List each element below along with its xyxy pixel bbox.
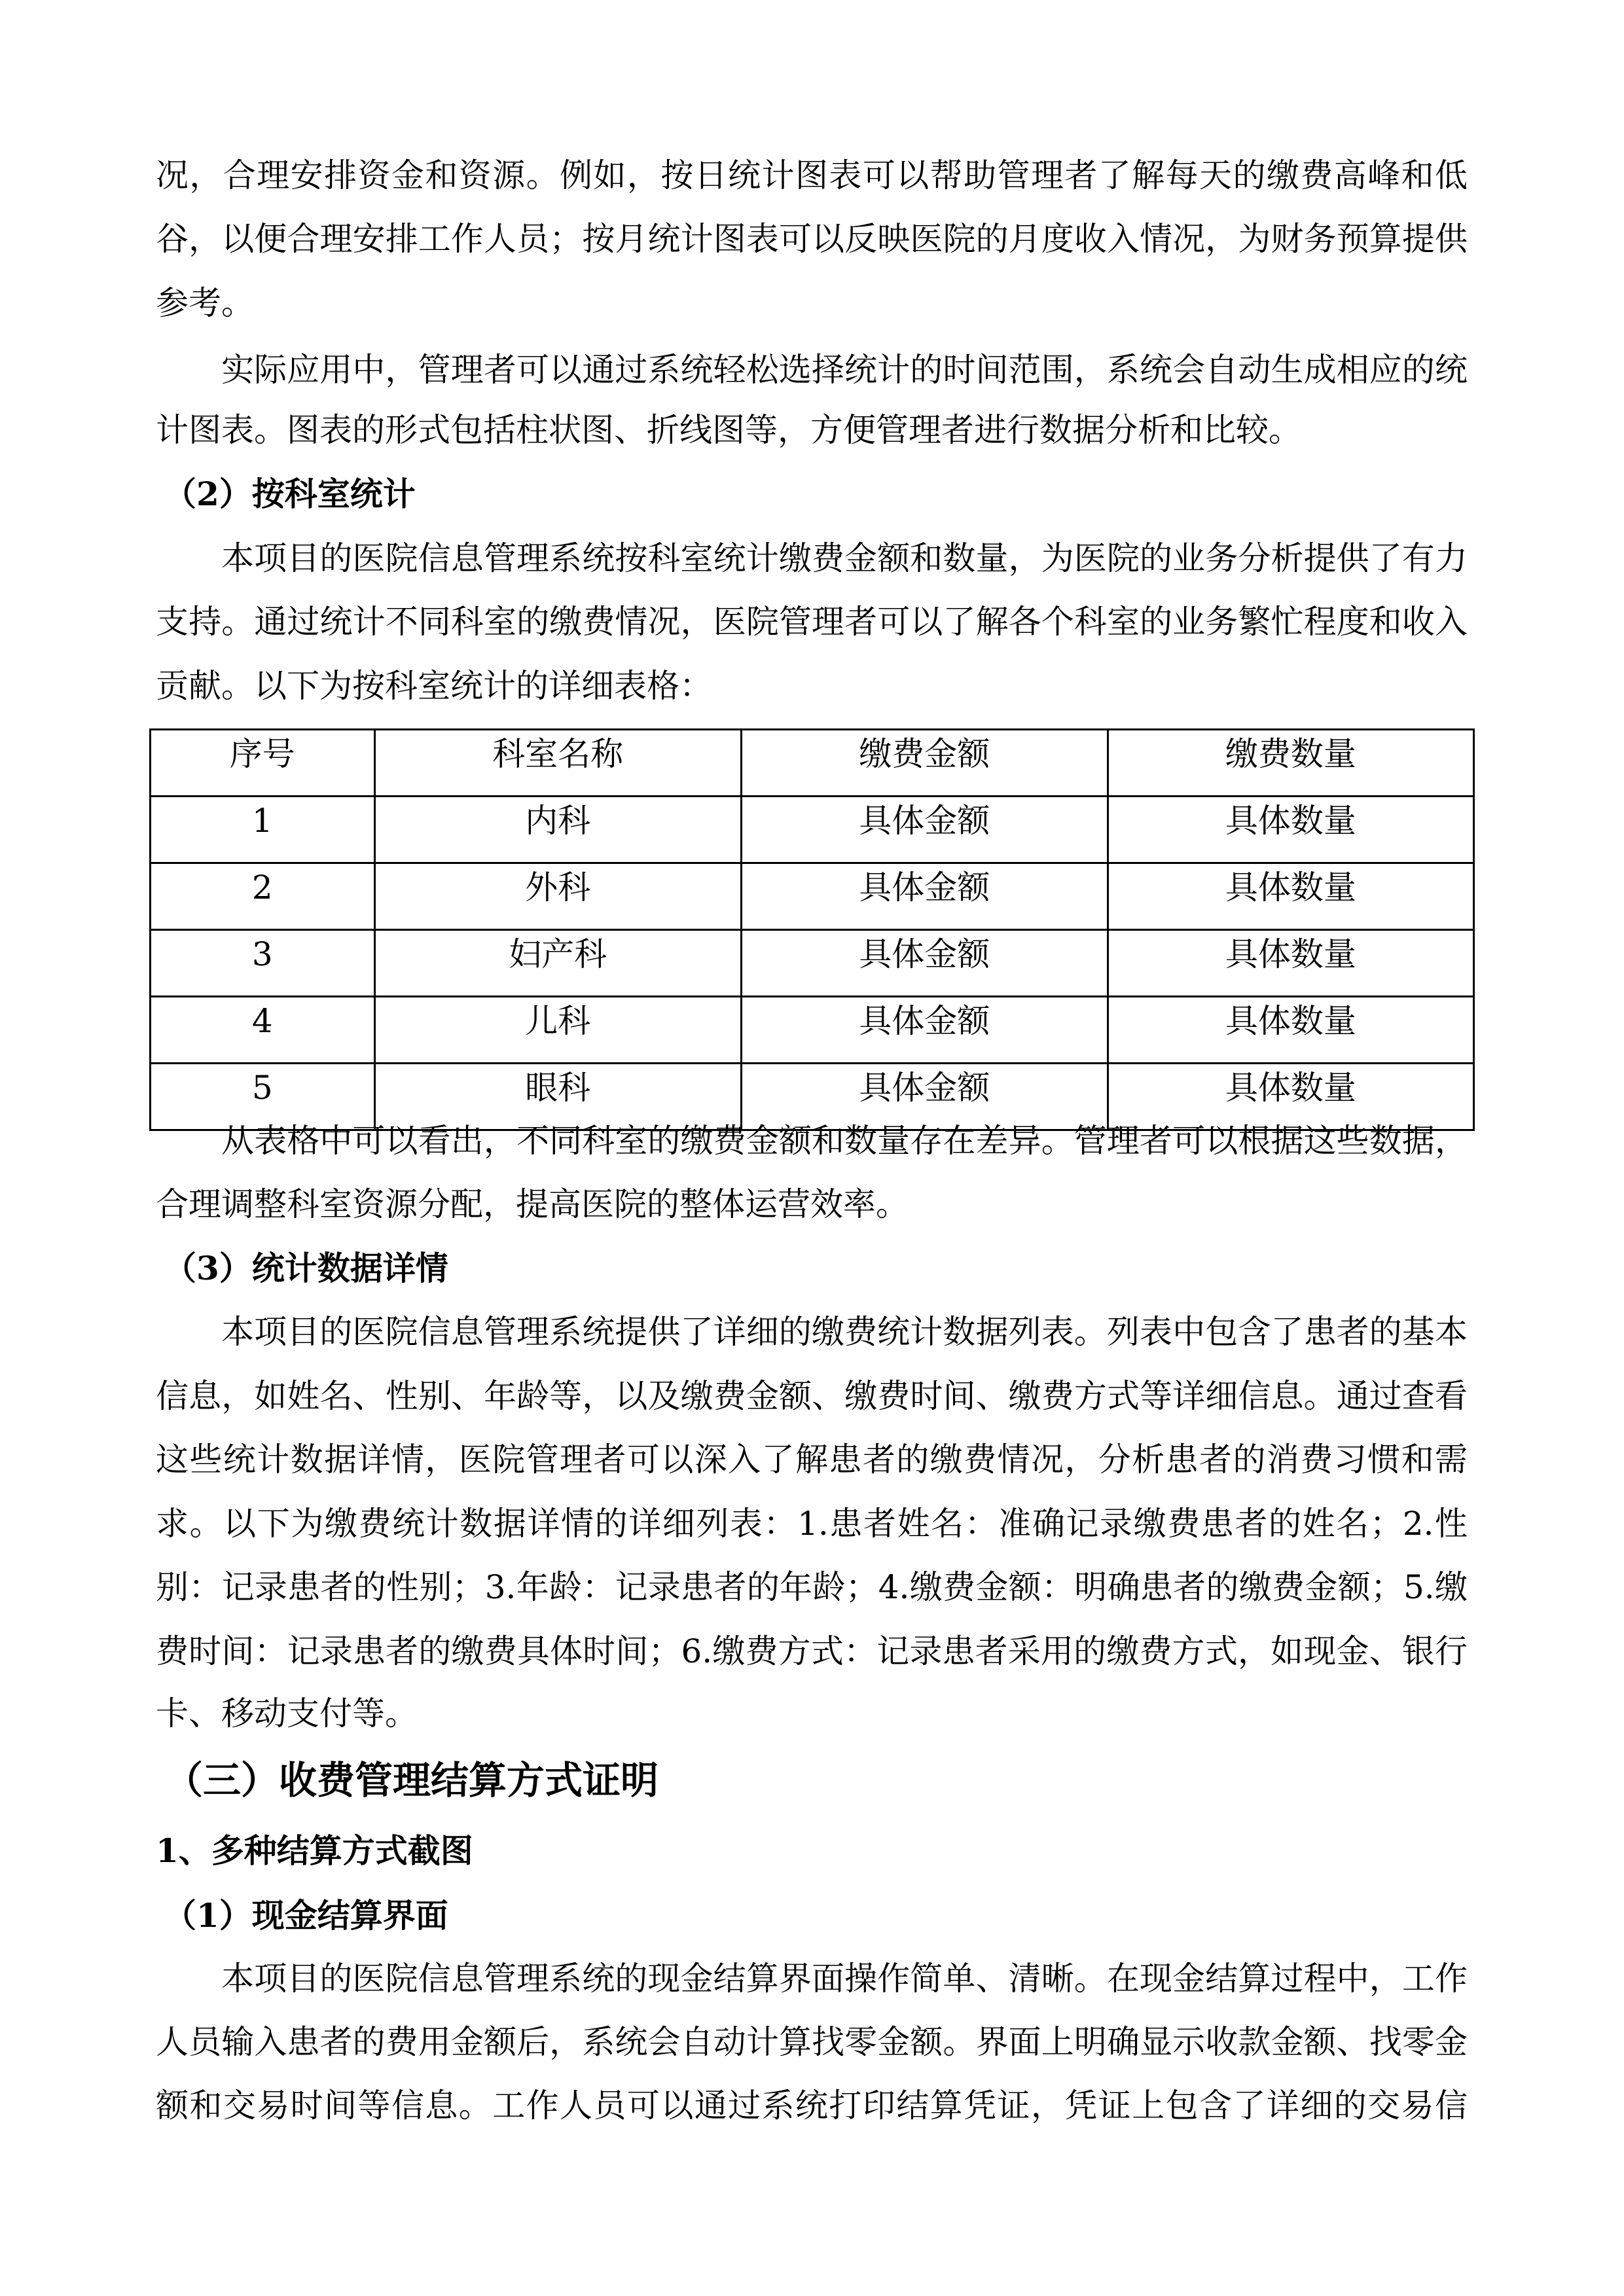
- subsection-heading-cash-settlement: （1）现金结算界面: [164, 1896, 448, 1935]
- paragraph-line: 况，合理安排资金和资源。例如，按日统计图表可以帮助管理者了解每天的缴费高峰和低: [156, 156, 1468, 194]
- table-cell: 眼科: [374, 1064, 741, 1130]
- table-cell: 1: [151, 797, 375, 863]
- table-cell: 具体金额: [741, 863, 1108, 930]
- paragraph-line: 别：记录患者的性别；3.年龄：记录患者的年龄；4.缴费金额：明确患者的缴费金额；5.缴: [156, 1568, 1468, 1606]
- paragraph-line: 实际应用中，管理者可以通过系统轻松选择统计的时间范围，系统会自动生成相应的统: [221, 351, 1468, 389]
- table-cell: 内科: [374, 797, 741, 863]
- table-cell: 妇产科: [374, 930, 741, 997]
- paragraph-line: 支持。通过统计不同科室的缴费情况，医院管理者可以了解各个科室的业务繁忙程度和收入: [156, 603, 1468, 641]
- department-stats-table: [149, 728, 1475, 1131]
- table-row: [151, 797, 1474, 863]
- paragraph-line: 额和交易时间等信息。工作人员可以通过系统打印结算凭证，凭证上包含了详细的交易信: [156, 2087, 1468, 2125]
- table-cell: 具体数量: [1108, 1064, 1473, 1130]
- subsection-heading-dept-stats: （2）按科室统计: [164, 475, 416, 513]
- paragraph-line: 费时间：记录患者的缴费具体时间；6.缴费方式：记录患者采用的缴费方式，如现金、银行: [156, 1632, 1468, 1670]
- section-heading-settlement: （三）收费管理结算方式证明: [165, 1758, 659, 1803]
- table-cell: 具体数量: [1108, 997, 1473, 1064]
- table-cell: 具体金额: [741, 930, 1108, 997]
- numbered-heading-settlement-screenshots: 1、多种结算方式截图: [156, 1831, 473, 1870]
- table-header-cell: 缴费金额: [741, 730, 1108, 797]
- table-header-row: [151, 730, 1474, 797]
- subsection-heading-detail-stats: （3）统计数据详情: [164, 1249, 448, 1287]
- table-cell: 外科: [374, 863, 741, 930]
- table-cell: 具体数量: [1108, 863, 1473, 930]
- table-header-cell: 缴费数量: [1108, 730, 1473, 797]
- paragraph-line: 计图表。图表的形式包括柱状图、折线图等，方便管理者进行数据分析和比较。: [156, 411, 1301, 449]
- paragraph-line: 参考。: [156, 284, 254, 322]
- table-row: [151, 930, 1474, 997]
- paragraph-line: 合理调整科室资源分配，提高医院的整体运营效率。: [156, 1185, 909, 1223]
- paragraph-line: 本项目的医院信息管理系统提供了详细的缴费统计数据列表。列表中包含了患者的基本: [221, 1313, 1468, 1351]
- paragraph-line: 谷，以便合理安排工作人员；按月统计图表可以反映医院的月度收入情况，为财务预算提供: [156, 220, 1468, 258]
- paragraph-line: 信息，如姓名、性别、年龄等，以及缴费金额、缴费时间、缴费方式等详细信息。通过查看: [156, 1377, 1468, 1415]
- table-cell: 儿科: [374, 997, 741, 1064]
- paragraph-line: 人员输入患者的费用金额后，系统会自动计算找零金额。界面上明确显示收款金额、找零金: [156, 2023, 1468, 2061]
- table-cell: 具体数量: [1108, 930, 1473, 997]
- table-cell: 具体数量: [1108, 797, 1473, 863]
- table-cell: 具体金额: [741, 1064, 1108, 1130]
- table-cell: 3: [151, 930, 375, 997]
- paragraph-line: 求。以下为缴费统计数据详情的详细列表：1.患者姓名：准确记录缴费患者的姓名；2.性: [156, 1505, 1468, 1543]
- table-cell: 具体金额: [741, 997, 1108, 1064]
- paragraph-line: 从表格中可以看出，不同科室的缴费金额和数量存在差异。管理者可以根据这些数据，: [221, 1122, 1468, 1160]
- table-cell: 具体金额: [741, 797, 1108, 863]
- paragraph-line: 本项目的医院信息管理系统的现金结算界面操作简单、清晰。在现金结算过程中，工作: [221, 1960, 1468, 1998]
- paragraph-line: 这些统计数据详情，医院管理者可以深入了解患者的缴费情况，分析患者的消费习惯和需: [156, 1441, 1468, 1479]
- paragraph-line: 贡献。以下为按科室统计的详细表格：: [156, 667, 712, 705]
- table-cell: 5: [151, 1064, 375, 1130]
- paragraph-line: 本项目的医院信息管理系统按科室统计缴费金额和数量，为医院的业务分析提供了有力: [221, 539, 1468, 577]
- table-header-cell: 序号: [151, 730, 375, 797]
- table-header-cell: 科室名称: [374, 730, 741, 797]
- table-cell: 2: [151, 863, 375, 930]
- paragraph-line: 卡、移动支付等。: [156, 1695, 418, 1732]
- table-cell: 4: [151, 997, 375, 1064]
- table-row: [151, 863, 1474, 930]
- table-row: [151, 997, 1474, 1064]
